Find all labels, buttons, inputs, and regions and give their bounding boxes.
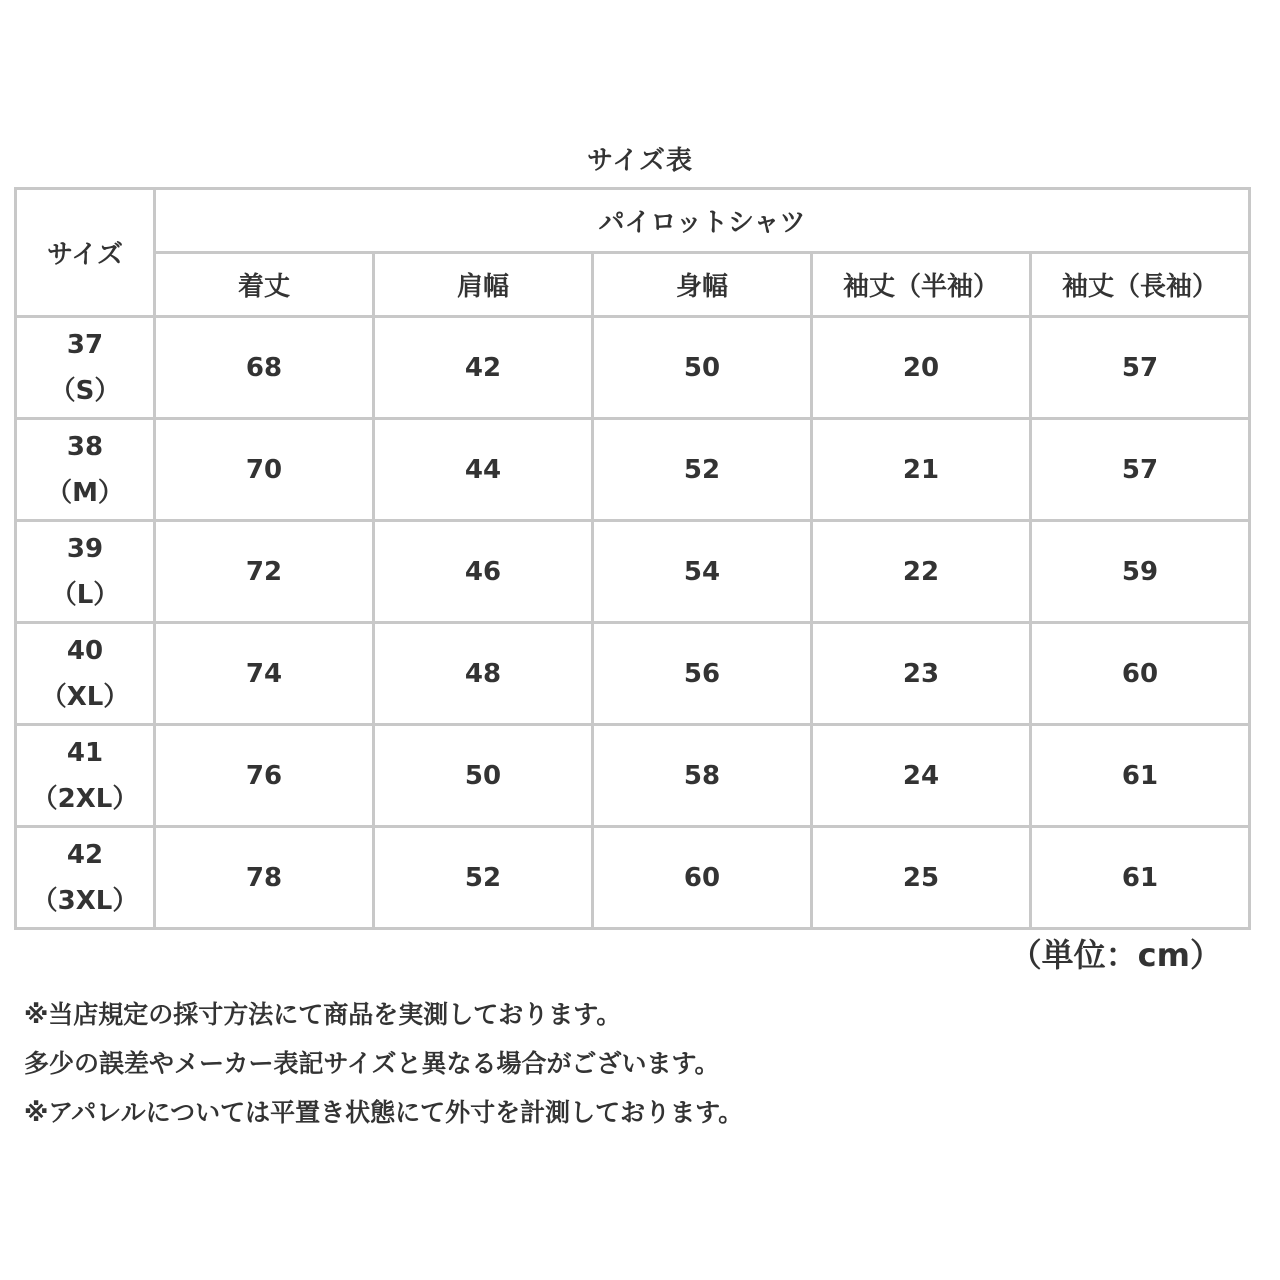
column-header: 袖丈（半袖） <box>812 253 1031 317</box>
table-row <box>16 419 1250 521</box>
table-cell: 70 <box>155 419 374 521</box>
table-cell: 61 <box>1031 725 1250 827</box>
size-label: （S） <box>49 375 121 406</box>
page-title: サイズ表 <box>587 146 693 176</box>
table-cell: 46 <box>374 521 593 623</box>
table-cell: 54 <box>593 521 812 623</box>
size-cell <box>16 419 155 521</box>
table-cell: 22 <box>812 521 1031 623</box>
table-cell: 57 <box>1031 419 1250 521</box>
table-cell: 72 <box>155 521 374 623</box>
table-cell: 60 <box>593 827 812 929</box>
table-cell: 50 <box>593 317 812 419</box>
note-line: 多少の誤差やメーカー表記サイズと異なる場合がございます。 <box>24 1049 720 1078</box>
table-cell: 58 <box>593 725 812 827</box>
size-label: （2XL） <box>31 783 139 814</box>
size-cell <box>16 623 155 725</box>
notes <box>24 990 1264 1137</box>
table-cell: 48 <box>374 623 593 725</box>
table-cell: 44 <box>374 419 593 521</box>
table-row <box>16 827 1250 929</box>
table-cell: 59 <box>1031 521 1250 623</box>
column-header: 着丈 <box>155 253 374 317</box>
note-line: ※当店規定の採寸方法にて商品を実測しております。 <box>24 1000 622 1029</box>
size-cell <box>16 725 155 827</box>
size-table <box>14 187 1251 930</box>
table-cell: 61 <box>1031 827 1250 929</box>
size-number: 42 <box>66 839 104 870</box>
table-cell: 23 <box>812 623 1031 725</box>
column-header: 袖丈（長袖） <box>1031 253 1250 317</box>
column-header: 肩幅 <box>374 253 593 317</box>
column-header-row <box>16 253 1250 317</box>
size-cell <box>16 317 155 419</box>
table-cell: 57 <box>1031 317 1250 419</box>
table-cell: 52 <box>593 419 812 521</box>
table-cell: 78 <box>155 827 374 929</box>
table-cell: 25 <box>812 827 1031 929</box>
column-header: 身幅 <box>593 253 812 317</box>
size-label: （M） <box>46 477 124 508</box>
size-number: 38 <box>66 431 104 462</box>
size-label: （XL） <box>40 681 130 712</box>
table-cell: 60 <box>1031 623 1250 725</box>
size-number: 40 <box>66 635 104 666</box>
size-label: （3XL） <box>31 885 139 916</box>
table-cell: 76 <box>155 725 374 827</box>
table-cell: 50 <box>374 725 593 827</box>
table-row <box>16 623 1250 725</box>
size-header: サイズ <box>16 189 155 317</box>
group-header: パイロットシャツ <box>155 189 1250 253</box>
size-number: 41 <box>66 737 104 768</box>
table-cell: 52 <box>374 827 593 929</box>
note-line: ※アパレルについては平置き状態にて外寸を計測しております。 <box>24 1098 744 1127</box>
unit-label: （単位：cm） <box>1009 936 1222 974</box>
size-number: 37 <box>66 329 104 360</box>
table-cell: 21 <box>812 419 1031 521</box>
size-label: （L） <box>50 579 120 610</box>
table-cell: 68 <box>155 317 374 419</box>
size-number: 39 <box>66 533 104 564</box>
table-row <box>16 725 1250 827</box>
table-cell: 74 <box>155 623 374 725</box>
table-row <box>16 521 1250 623</box>
size-cell <box>16 521 155 623</box>
table-cell: 42 <box>374 317 593 419</box>
table-cell: 20 <box>812 317 1031 419</box>
table-cell: 56 <box>593 623 812 725</box>
table-cell: 24 <box>812 725 1031 827</box>
table-row <box>16 317 1250 419</box>
header-row <box>16 189 1250 253</box>
size-cell <box>16 827 155 929</box>
